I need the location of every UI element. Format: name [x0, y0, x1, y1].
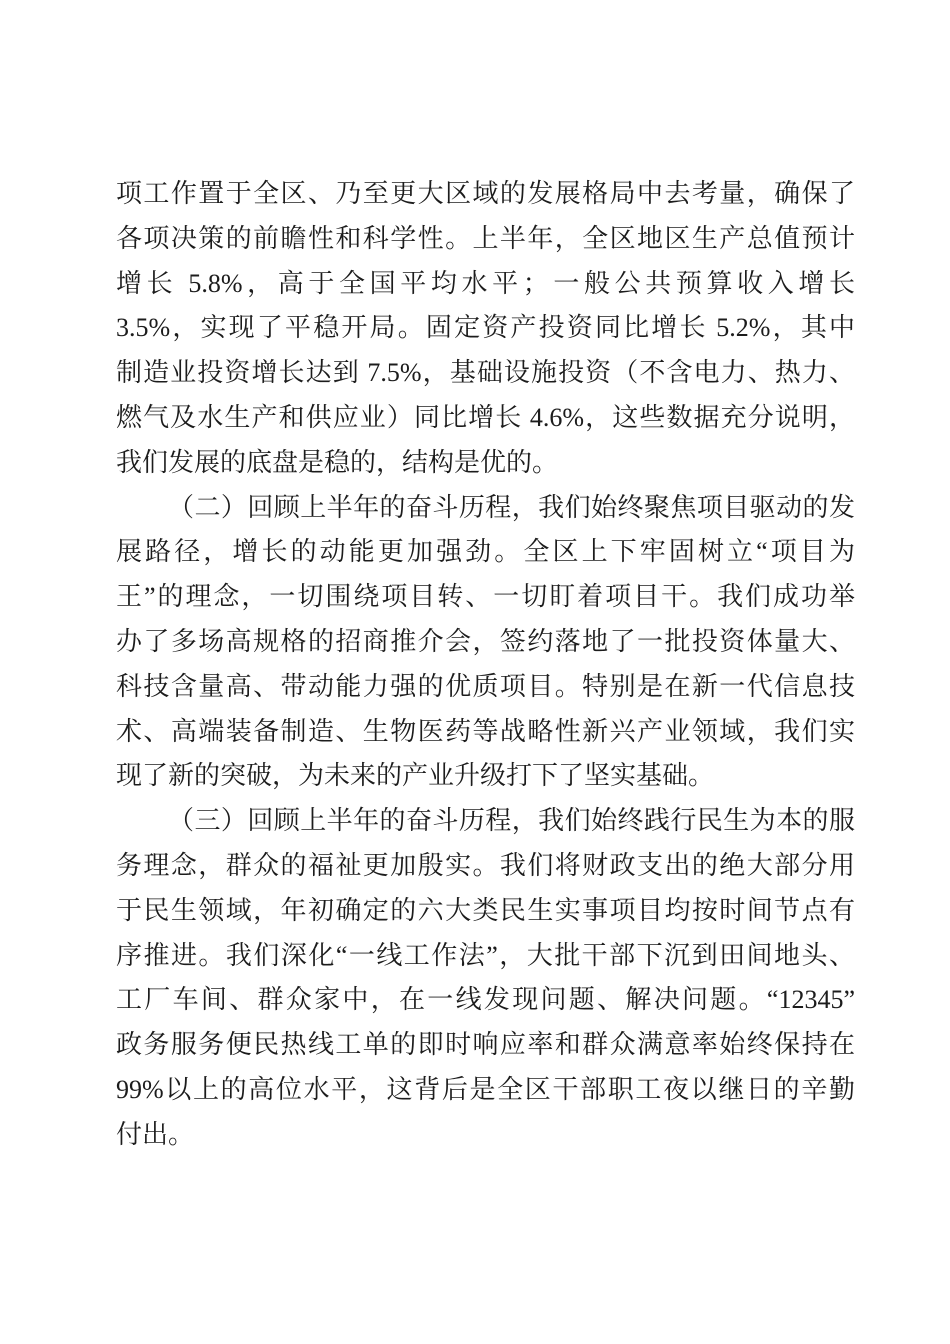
text-line: 政务服务便民热线工单的即时响应率和群众满意率始终保持在	[116, 1030, 855, 1060]
text-line: 工厂车间、群众家中，在一线发现问题、解决问题。“12345”	[116, 985, 855, 1015]
text-line: 3.5%，实现了平稳开局。固定资产投资同比增长 5.2%，其中	[116, 313, 855, 343]
text-line: （二）回顾上半年的奋斗历程，我们始终聚焦项目驱动的发	[168, 492, 855, 522]
text-line: 术、高端装备制造、生物医药等战略性新兴产业领域，我们实	[116, 716, 855, 746]
text-line: 我们发展的底盘是稳的，结构是优的。	[116, 447, 559, 477]
text-line: 王”的理念，一切围绕项目转、一切盯着项目干。我们成功举	[116, 582, 855, 612]
paragraph-section-3	[116, 799, 855, 1157]
text-line: 付出。	[116, 1119, 195, 1149]
text-line: 序推进。我们深化“一线工作法”，大批干部下沉到田间地头、	[116, 940, 855, 970]
text-line: 各项决策的前瞻性和科学性。上半年，全区地区生产总值预计	[116, 223, 855, 253]
text-line: 增长 5.8%，高于全国平均水平；一般公共预算收入增长	[116, 268, 855, 298]
paragraph-section-2	[116, 486, 855, 800]
text-line: 制造业投资增长达到 7.5%，基础设施投资（不含电力、热力、	[116, 358, 855, 388]
text-line: 项工作置于全区、乃至更大区域的发展格局中去考量，确保了	[116, 179, 855, 208]
text-line: （三）回顾上半年的奋斗历程，我们始终践行民生为本的服	[168, 806, 855, 836]
text-line: 燃气及水生产和供应业）同比增长 4.6%，这些数据充分说明，	[116, 402, 855, 432]
document-text	[116, 172, 855, 1158]
text-line: 务理念，群众的福祉更加殷实。我们将财政支出的绝大部分用	[116, 850, 855, 880]
text-line: 99%以上的高位水平，这背后是全区干部职工夜以继日的辛勤	[116, 1074, 855, 1104]
text-line: 现了新的突破，为未来的产业升级打下了坚实基础。	[116, 761, 715, 791]
text-line: 科技含量高、带动能力强的优质项目。特别是在新一代信息技	[116, 671, 855, 701]
paragraph-continuation	[116, 172, 855, 486]
text-line: 于民生领域，年初确定的六大类民生实事项目均按时间节点有	[116, 895, 855, 925]
text-line: 办了多场高规格的招商推介会，签约落地了一批投资体量大、	[116, 626, 855, 656]
text-line: 展路径，增长的动能更加强劲。全区上下牢固树立“项目为	[116, 537, 855, 567]
